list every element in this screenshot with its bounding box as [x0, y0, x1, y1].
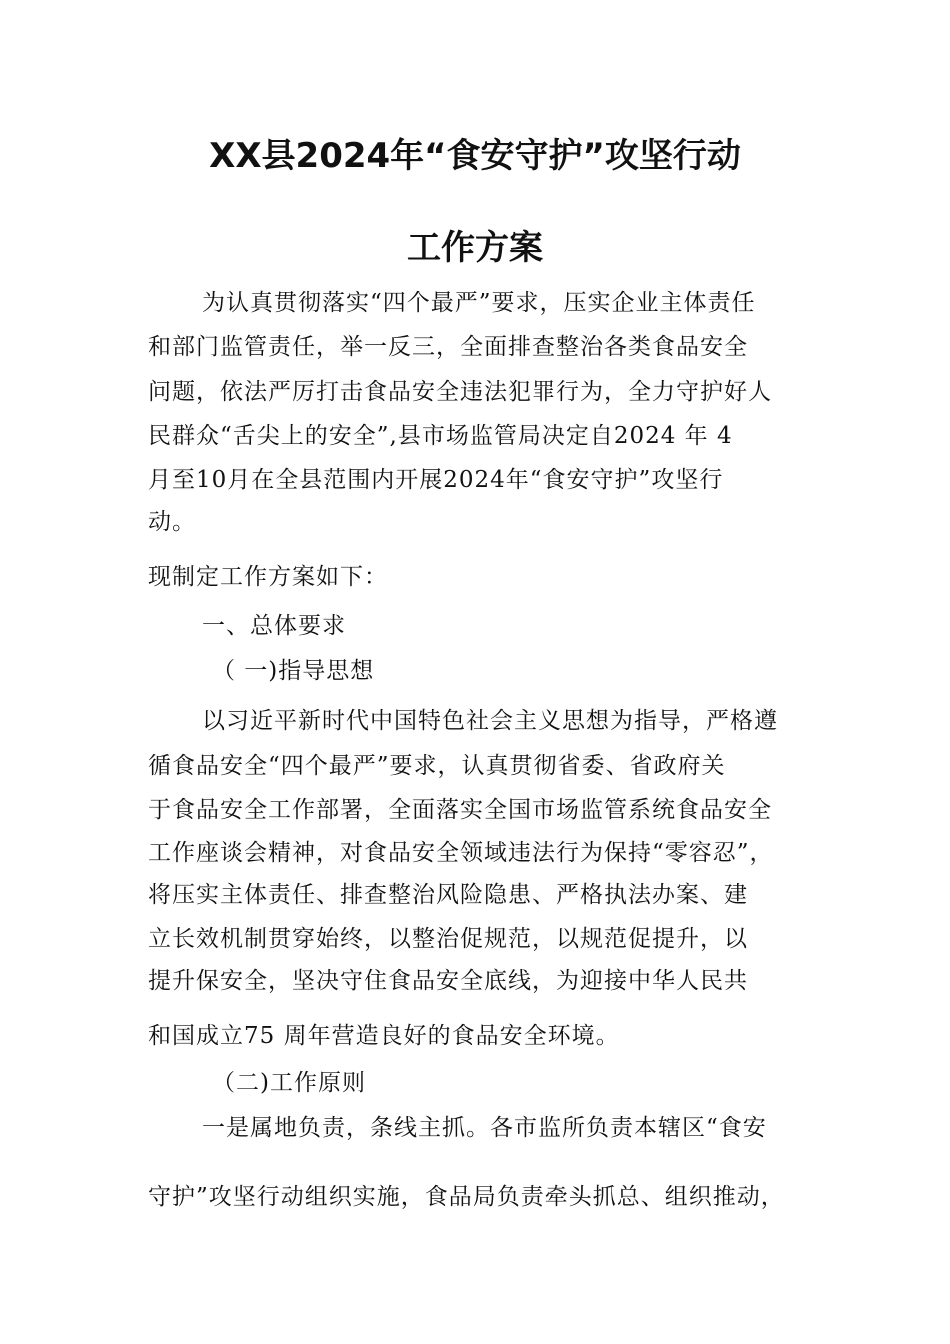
paragraph-line: 民群众“舌尖上的安全”,县市场监管局决定自2024 年 4: [148, 423, 733, 449]
section-heading: 一、总体要求: [202, 613, 346, 639]
paragraph-line: 以习近平新时代中国特色社会主义思想为指导，严格遵: [202, 708, 778, 734]
paragraph-line: 月至10月在全县范围内开展2024年“食安守护”攻坚行: [148, 467, 724, 493]
document-title-line-1: XX县2024年“食安守护”攻坚行动: [209, 136, 741, 176]
paragraph-line: 提升保安全，坚决守住食品安全底线，为迎接中华人民共: [148, 968, 748, 994]
subsection-heading: （ 一)指导思想: [212, 658, 375, 684]
paragraph-line: 循食品安全“四个最严”要求，认真贯彻省委、省政府关: [148, 753, 726, 779]
document-title-line-2: 工作方案: [407, 228, 543, 268]
paragraph-line: 和部门监管责任，举一反三，全面排查整治各类食品安全: [148, 334, 748, 360]
paragraph-line: 现制定工作方案如下：: [148, 564, 388, 590]
subsection-heading: （二)工作原则: [212, 1070, 366, 1096]
paragraph-line: 工作座谈会精神，对食品安全领域违法行为保持“零容忍”，: [148, 840, 774, 866]
paragraph-line: 一是属地负责，条线主抓。各市监所负责本辖区“食安: [202, 1115, 767, 1141]
paragraph-line: 为认真贯彻落实“四个最严”要求，压实企业主体责任: [202, 290, 756, 316]
paragraph-line: 立长效机制贯穿始终，以整治促规范，以规范促提升，以: [148, 926, 748, 952]
paragraph-line: 将压实主体责任、排查整治风险隐患、严格执法办案、建: [148, 882, 748, 908]
paragraph-line: 于食品安全工作部署，全面落实全国市场监管系统食品安全: [148, 797, 772, 823]
paragraph-line: 和国成立75 周年营造良好的食品安全环境。: [148, 1023, 620, 1049]
paragraph-line: 问题，依法严厉打击食品安全违法犯罪行为，全力守护好人: [148, 379, 772, 405]
paragraph-line: 守护”攻坚行动组织实施，食品局负责牵头抓总、组织推动，: [148, 1184, 785, 1210]
paragraph-line: 动。: [148, 509, 196, 535]
